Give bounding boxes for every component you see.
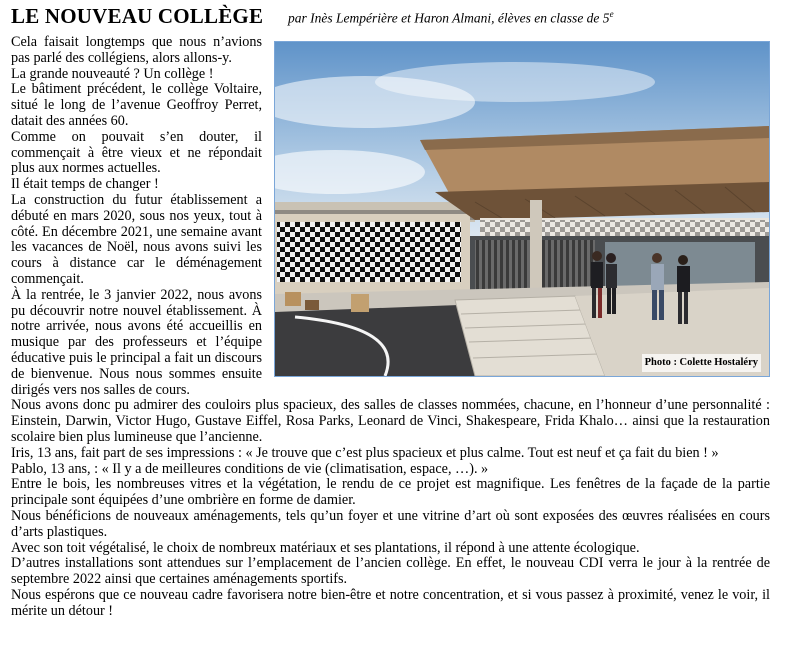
article-paragraph: Entre le bois, les nombreuses vitres et la végétation, le rendu de ce projet est magnifique. Les fenêtres de la façade de la partie principale sont équipées d’une ombrière en forme de damier. <box>11 476 770 509</box>
article-paragraph: Avec son toit végétalisé, le choix de nombreux matériaux et ses plantations, il répond à une attente écologique. <box>11 539 640 556</box>
byline-superscript: e <box>609 9 614 19</box>
article-paragraph: Le bâtiment précédent, le collège Voltaire, situé le long de l’avenue Geoffroy Perret, datait des années 60. <box>11 81 262 129</box>
article-paragraph: La construction du futur établissement a débuté en mars 2020, sous nos yeux, tout à côté. En décembre 2021, une semaine avant les vacances de Noël, nous avons suivi les cours à distance car le déménagement commençait. <box>11 191 262 287</box>
article-paragraph: Cela faisait longtemps que nous n’avions pas parlé des collégiens, alors allons-y. <box>11 34 262 66</box>
article-paragraph: Il était temps de changer ! <box>11 176 159 193</box>
article-title: LE NOUVEAU COLLÈGE <box>11 4 264 28</box>
article-paragraph: La grande nouveauté ? Un collège ! <box>11 65 214 82</box>
article-paragraph: Nous espérons que ce nouveau cadre favorisera notre bien-être et notre concentration, et si vous passez à proximité, venez le voir, il mérite un détour ! <box>11 586 770 619</box>
college-photo <box>274 41 770 377</box>
article-body <box>11 35 770 619</box>
article-paragraph: D’autres installations sont attendues sur l’emplacement de l’ancien collège. En effet, le nouveau CDI verra le jour à la rentrée de septembre 2022 ainsi que certaines aménagements sportifs. <box>11 555 770 588</box>
article-paragraph: Iris, 13 ans, fait part de ses impressions : « Je trouve que c’est plus spacieux et plus calme. Tout est neuf et ça fait du bien ! » <box>11 444 719 461</box>
article-paragraph: À la rentrée, le 3 janvier 2022, nous avons pu découvrir notre nouvel établissement. À notre arrivée, nous avons été accueillis en musique par des professeurs et l’équipe éducative puis le principal a fait un discours de bienvenue. Nous nous sommes ensuite dirigés vers nos salles de cours. <box>11 286 262 398</box>
college-building-illustration <box>275 42 769 376</box>
photo-credit: Photo : Colette Hostaléry <box>642 354 761 372</box>
article-paragraph: Comme on pouvait s’en douter, il commençait à être vieux et ne répondait plus aux normes actuelles. <box>11 128 262 177</box>
article-byline <box>288 9 614 27</box>
article-paragraph: Nous bénéficions de nouveaux aménagements, tels qu’un foyer et une vitrine d’art où sont exposées des œuvres réalisées en cours d’arts plastiques. <box>11 507 770 540</box>
byline-text: par Inès Lempérière et Haron Almani, élèves en classe de 5 <box>288 10 610 26</box>
article-paragraph: Pablo, 13 ans, : « Il y a de meilleures conditions de vie (climatisation, espace, …). » <box>11 460 489 477</box>
article-paragraph: Nous avons donc pu admirer des couloirs plus spacieux, des salles de classes nommées, chacune, en l’honneur d’une personnalité : Einstein, Darwin, Victor Hugo, Gustave Eiffel, Rosa Parks, Leonard de Vinci, Shakespeare, Frida Khalo… ainsi que la restauration scolaire bien plus lumineuse que l’ancienne. <box>11 397 770 445</box>
